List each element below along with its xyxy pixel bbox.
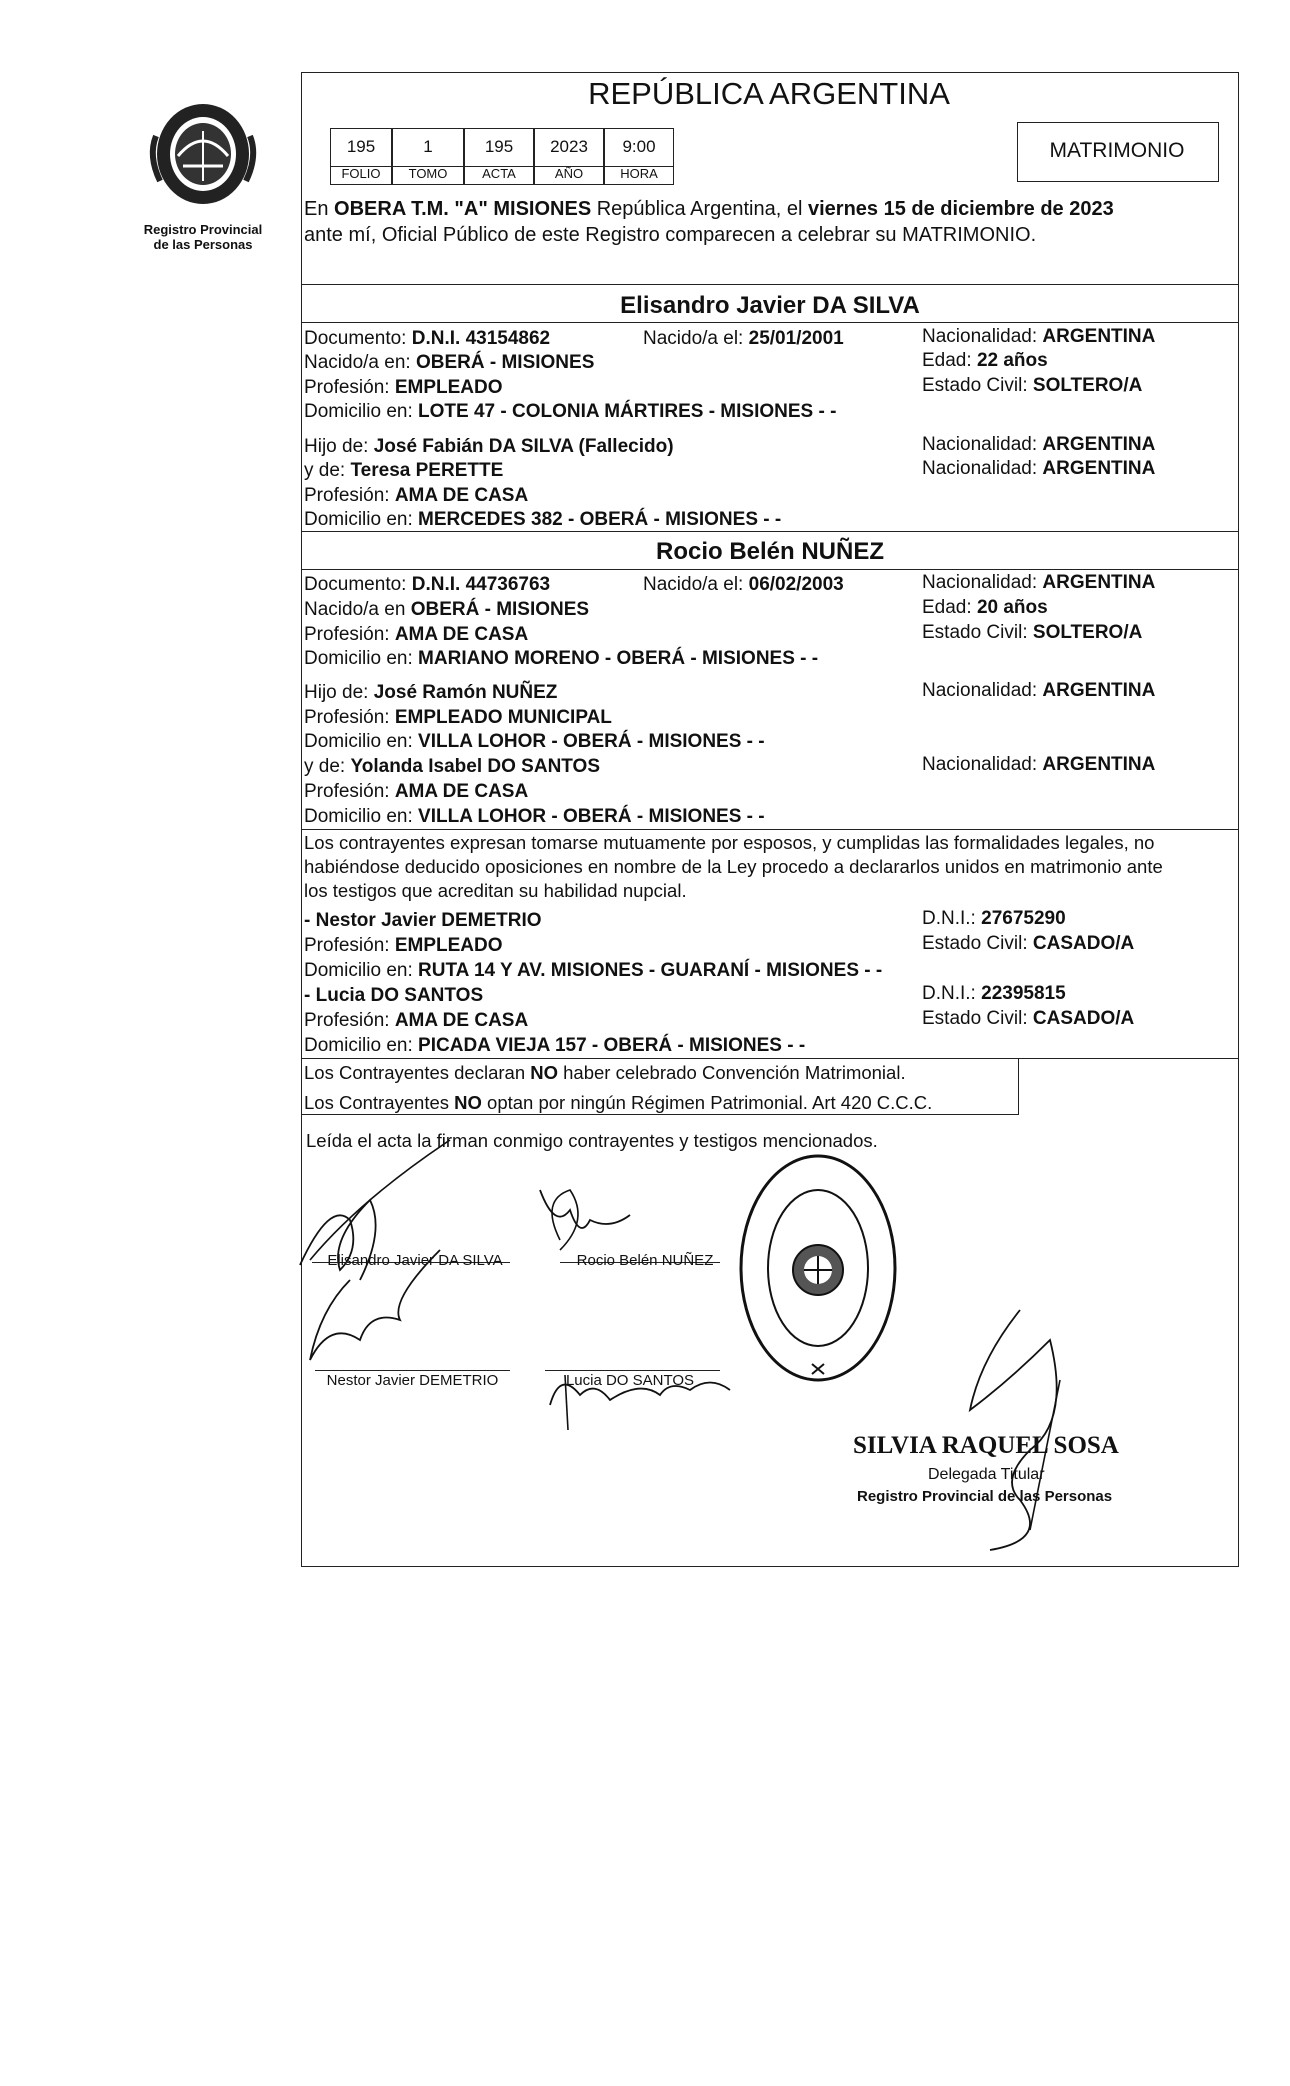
acta-label: ACTA bbox=[464, 167, 534, 185]
spouse2-nationality: Nacionalidad: ARGENTINA bbox=[922, 572, 1156, 593]
spouse1-name: Elisandro Javier DA SILVA bbox=[620, 292, 920, 319]
act-type-label: MATRIMONIO bbox=[1049, 139, 1185, 162]
witness2-civil: Estado Civil: CASADO/A bbox=[922, 1008, 1135, 1029]
spouse2-mother-address: Domicilio en: VILLA LOHOR - OBERÁ - MISIONES - - bbox=[304, 806, 765, 827]
notes-line1: Los Contrayentes declaran NO haber celebrado Convención Matrimonial. bbox=[304, 1062, 906, 1083]
divider bbox=[301, 531, 1239, 532]
spouse1-mother-address: Domicilio en: MERCEDES 382 - OBERÁ - MISIONES - - bbox=[304, 509, 782, 530]
tomo-value: 1 bbox=[392, 128, 464, 167]
read-line: Leída el acta la firman conmigo contrayentes y testigos mencionados. bbox=[306, 1130, 878, 1151]
folio-value: 195 bbox=[330, 128, 392, 167]
official-org: Registro Provincial de las Personas bbox=[857, 1488, 1113, 1505]
official-seal bbox=[738, 1152, 898, 1384]
notes-line2: Los Contrayentes NO optan por ningún Régimen Patrimonial. Art 420 C.C.C. bbox=[304, 1092, 933, 1113]
spouse2-civil: Estado Civil: SOLTERO/A bbox=[922, 622, 1143, 643]
acta-value: 195 bbox=[464, 128, 534, 167]
intro-date: viernes 15 de diciembre de 2023 bbox=[807, 198, 1114, 220]
spouse1-doc: Documento: D.N.I. 43154862 bbox=[304, 328, 551, 349]
spouse2-address: Domicilio en: MARIANO MORENO - OBERÁ - MISIONES - - bbox=[304, 648, 819, 669]
spouse2-mother-nationality: Nacionalidad: ARGENTINA bbox=[922, 754, 1156, 775]
logo-caption-line1: Registro Provincial bbox=[143, 222, 263, 237]
witness1-name: - Nestor Javier DEMETRIO bbox=[304, 910, 542, 931]
intro-text: En bbox=[304, 198, 335, 220]
tomo-label: TOMO bbox=[392, 167, 464, 185]
handwritten-signatures bbox=[290, 1140, 810, 1440]
official-role: Delegada Titular bbox=[928, 1466, 1045, 1483]
spouse2-father-nationality: Nacionalidad: ARGENTINA bbox=[922, 680, 1156, 701]
intro-place: OBERA T.M. "A" MISIONES bbox=[334, 198, 592, 220]
witness1-profession: Profesión: EMPLEADO bbox=[304, 935, 503, 956]
official-signature bbox=[940, 1300, 1090, 1560]
spouse2-age: Edad: 20 años bbox=[922, 597, 1048, 618]
spouse1-nationality: Nacionalidad: ARGENTINA bbox=[922, 326, 1156, 347]
logo-caption-line2: de las Personas bbox=[153, 237, 253, 252]
spouse2-mother-profession: Profesión: AMA DE CASA bbox=[304, 781, 529, 802]
spouse1-mother: y de: Teresa PERETTE bbox=[304, 460, 504, 481]
anio-value: 2023 bbox=[534, 128, 604, 167]
document-title: REPÚBLICA ARGENTINA bbox=[588, 76, 950, 111]
divider bbox=[301, 569, 1239, 570]
spouse1-father-nationality: Nacionalidad: ARGENTINA bbox=[922, 434, 1156, 455]
signature-label-spouse1: Elisandro Javier DA SILVA bbox=[327, 1252, 503, 1269]
provincial-logo bbox=[138, 96, 268, 216]
spouse1-birthplace: Nacido/a en: OBERÁ - MISIONES bbox=[304, 352, 595, 373]
intro-line1 bbox=[304, 198, 1114, 220]
signature-label-witness2: Lucia DO SANTOS bbox=[565, 1372, 695, 1389]
folio-label: FOLIO bbox=[330, 167, 392, 185]
declaration-line2: habiéndose deducido oposiciones en nombre de la Ley procedo a declararlos unidos en matrimonio ante bbox=[304, 856, 1163, 877]
witness1-address: Domicilio en: RUTA 14 Y AV. MISIONES - GUARANÍ - MISIONES - - bbox=[304, 960, 883, 981]
spouse1-born: Nacido/a el: 25/01/2001 bbox=[643, 328, 844, 349]
divider bbox=[301, 1114, 1019, 1115]
anio-label: AÑO bbox=[534, 167, 604, 185]
spouse1-address: Domicilio en: LOTE 47 - COLONIA MÁRTIRES - MISIONES - - bbox=[304, 401, 837, 422]
signature-label-witness1: Nestor Javier DEMETRIO bbox=[326, 1372, 499, 1389]
divider bbox=[301, 1058, 1239, 1059]
divider bbox=[301, 322, 1239, 323]
spouse1-profession: Profesión: EMPLEADO bbox=[304, 377, 503, 398]
spouse2-mother: y de: Yolanda Isabel DO SANTOS bbox=[304, 756, 601, 777]
spouse1-civil: Estado Civil: SOLTERO/A bbox=[922, 375, 1143, 396]
intro-line2: ante mí, Oficial Público de este Registro comparecen a celebrar su MATRIMONIO. bbox=[304, 224, 1037, 246]
spouse2-profession: Profesión: AMA DE CASA bbox=[304, 624, 529, 645]
registry-seal-icon bbox=[738, 1152, 898, 1384]
witness1-civil: Estado Civil: CASADO/A bbox=[922, 933, 1135, 954]
witness2-name: - Lucia DO SANTOS bbox=[304, 985, 484, 1006]
intro-text: República Argentina, el bbox=[591, 198, 808, 220]
witness2-profession: Profesión: AMA DE CASA bbox=[304, 1010, 529, 1031]
spouse1-mother-nationality: Nacionalidad: ARGENTINA bbox=[922, 458, 1156, 479]
spouse2-father-address: Domicilio en: VILLA LOHOR - OBERÁ - MISIONES - - bbox=[304, 731, 765, 752]
hora-value: 9:00 bbox=[604, 128, 674, 167]
witness1-dni: D.N.I.: 27675290 bbox=[922, 908, 1066, 929]
misiones-emblem-icon bbox=[138, 96, 268, 216]
spouse2-father: Hijo de: José Ramón NUÑEZ bbox=[304, 682, 558, 703]
witness2-dni: D.N.I.: 22395815 bbox=[922, 983, 1066, 1004]
witness2-address: Domicilio en: PICADA VIEJA 157 - OBERÁ - MISIONES - - bbox=[304, 1035, 806, 1056]
divider bbox=[301, 284, 1239, 285]
spouse1-father: Hijo de: José Fabián DA SILVA (Fallecido) bbox=[304, 436, 674, 457]
signature-label-spouse2: Rocio Belén NUÑEZ bbox=[576, 1252, 714, 1269]
divider bbox=[1018, 1058, 1019, 1114]
spouse2-born: Nacido/a el: 06/02/2003 bbox=[643, 574, 844, 595]
declaration-line1: Los contrayentes expresan tomarse mutuamente por esposos, y cumplidas las formalidades legales, no bbox=[304, 832, 1155, 853]
declaration-line3: los testigos que acreditan su habilidad nupcial. bbox=[304, 880, 687, 901]
divider bbox=[301, 829, 1239, 830]
spouse2-father-profession: Profesión: EMPLEADO MUNICIPAL bbox=[304, 707, 612, 728]
spouse2-doc: Documento: D.N.I. 44736763 bbox=[304, 574, 551, 595]
spouse2-name: Rocio Belén NUÑEZ bbox=[655, 538, 885, 565]
official-name: SILVIA RAQUEL SOSA bbox=[853, 1432, 1119, 1459]
hora-label: HORA bbox=[604, 167, 674, 185]
spouse1-mother-profession: Profesión: AMA DE CASA bbox=[304, 485, 529, 506]
spouse1-age: Edad: 22 años bbox=[922, 350, 1048, 371]
spouse2-birthplace: Nacido/a en OBERÁ - MISIONES bbox=[304, 599, 590, 620]
